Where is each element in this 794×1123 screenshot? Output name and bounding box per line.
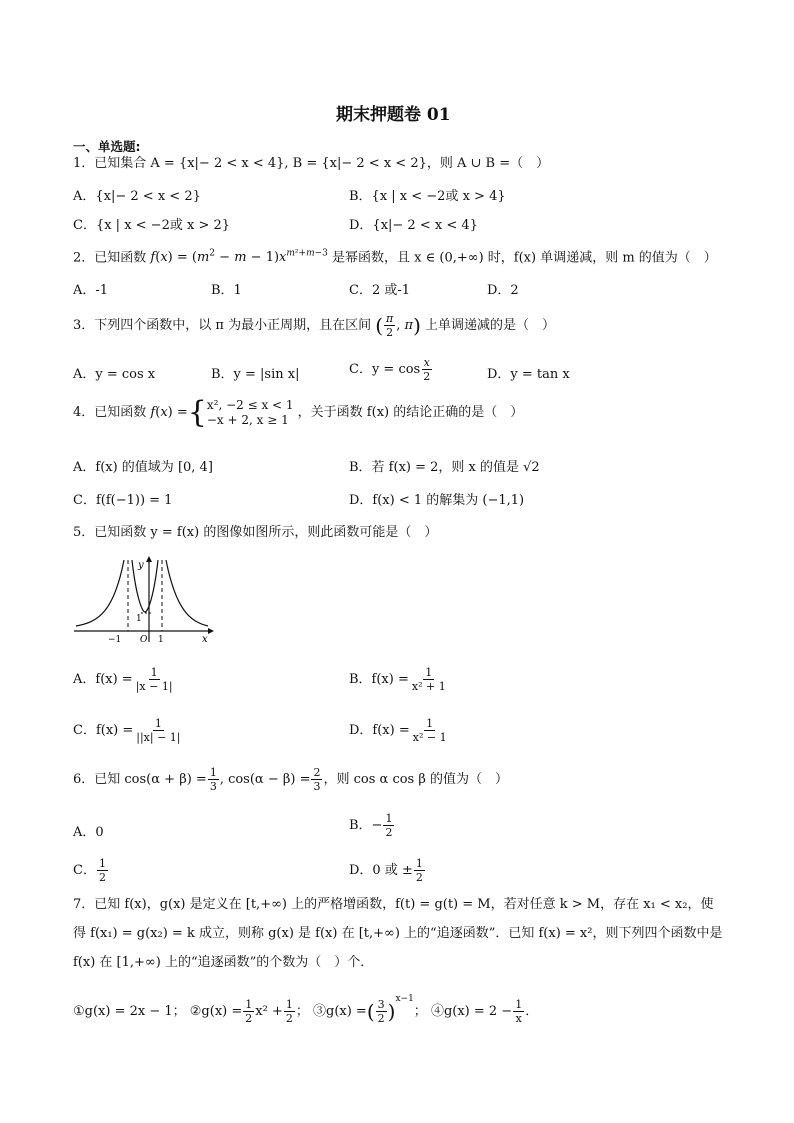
q7-option-2-frac-b: $\frac{1}{2}$	[285, 998, 293, 1025]
q7-option-1: ①g(x) = 2x − 1；	[73, 1004, 186, 1019]
q7-option-3-label: ③g(x) =	[313, 1004, 367, 1019]
q7-option-3-frac: $\frac{3}{2}$	[377, 998, 385, 1025]
curve-middle	[132, 560, 158, 612]
section-heading: 一、单选题:	[73, 139, 141, 154]
q1-option-c: C．{x | x < −2或 x > 2}	[73, 218, 231, 233]
q7-line-3: f(x) 在 [1,+∞) 上的“追逐函数”的个数为（ ）个．	[73, 955, 374, 970]
q5-option-a-label: A．f(x) =	[73, 672, 133, 687]
q6-frac-2: $\frac{2}{3}$	[313, 766, 321, 793]
q5-graph	[74, 556, 214, 644]
q4-option-b: B．若 f(x) = 2，则 x 的值是 √2	[349, 460, 540, 475]
q7-option-2-mid: x² +	[255, 1004, 283, 1019]
q5-option-c	[73, 717, 184, 744]
q5-option-c-label: C．f(x) =	[73, 723, 134, 738]
q6-option-a: A．0	[73, 825, 104, 840]
q2-option-b: B．1	[211, 283, 242, 298]
q7-line-2: 得 f(x₁) = g(x₂) = k 成立，则称 g(x) 是 f(x) 在 [t,+∞) 上的“追逐函数”．已知 f(x) = x²，则下列四个函数中是	[73, 926, 723, 941]
q3-interval-end: , π	[396, 318, 414, 333]
graph-origin-label: O	[140, 635, 148, 644]
q6-stem-c: ，则 cos α cos β 的值为（ ）	[323, 772, 508, 787]
q7-option-2-frac-a: $\frac{1}{2}$	[245, 998, 253, 1025]
q5-option-d-label: D．f(x) =	[349, 723, 410, 738]
q4-stem-b: ，关于函数 f(x) 的结论正确的是（ ）	[297, 405, 524, 420]
q5-option-a	[73, 666, 176, 693]
q6-option-d	[349, 857, 426, 884]
q4-cases	[207, 398, 294, 428]
q4-case-2: −x + 2, x ≥ 1	[206, 413, 289, 427]
q4-option-c: C．f(f(−1)) = 1	[73, 493, 173, 508]
q3-stem-a: 3．下列四个函数中，以 π 为最小正周期，且在区间	[73, 318, 372, 333]
q3-interval: (	[375, 313, 384, 338]
q3-stem-b: 上单调递减的是（ ）	[425, 318, 556, 333]
graph-one-y-label: 1	[136, 614, 142, 624]
q5-stem: 5．已知函数 y = f(x) 的图像如图所示，则此函数可能是（ ）	[73, 525, 438, 540]
q4-brace: {	[187, 395, 207, 430]
q3-pi-half: $\frac{\pi}{2}$	[386, 312, 394, 339]
q2-option-a: A．-1	[73, 283, 109, 298]
q7-option-4-label: ④g(x) = 2 −	[430, 1004, 513, 1019]
q5-option-b-label: B．f(x) =	[349, 672, 409, 687]
q6-stem-a: 6．已知 cos(α + β) =	[73, 772, 207, 787]
q6-option-d-fraction: $\frac{1}{2}$	[415, 857, 423, 884]
q6-option-b	[349, 812, 395, 839]
q5-option-c-fraction: $\frac{1}{||x| - 1|}$	[136, 717, 181, 744]
q6-option-b-fraction: $\frac{1}{2}$	[385, 812, 393, 839]
graph-x-label: x	[202, 634, 208, 644]
q7-option-4-end: ．	[525, 1004, 539, 1019]
q5-option-d	[349, 717, 450, 744]
q4-stem: 4．已知函数 f(x) ={ x², −2 ≤ x < 1 −x + 2, x ≥ 1 ，关于函数 f(x) 的结论正确的是（ ）	[73, 395, 524, 430]
q3-option-c	[349, 356, 433, 383]
q6-stem	[73, 766, 508, 793]
q1-option-a: A．{x|− 2 < x < 2}	[73, 189, 201, 204]
q1-option-b: B．{x | x < −2或 x > 4}	[349, 189, 506, 204]
q2-power-function: $f(x) = (m^2 - m - 1)x^{m^2+m-3}$	[150, 249, 328, 266]
q2-stem-a: 2．已知函数	[73, 250, 147, 266]
q3-stem: 3．下列四个函数中，以 π 为最小正周期，且在区间 ( $\frac{\pi}{2}$ , π) 上单调递减的是（ ）	[73, 312, 556, 339]
q7-option-2-label: ②g(x) =	[189, 1004, 243, 1019]
q6-option-c-label: C．	[73, 863, 96, 878]
q2-stem-b: 是幂函数，且 x ∈ (0,+∞) 时，f(x) 单调递减，则 m 的值为（ ）	[332, 250, 717, 266]
q2-option-d: D．2	[487, 283, 519, 298]
q7-option-3-end: ；	[413, 1004, 427, 1019]
q1-option-d: D．{x|− 2 < x < 4}	[349, 218, 478, 233]
q7-option-4-frac: $\frac{1}{x}$	[515, 998, 523, 1025]
q4-option-a: A．f(x) 的值域为 [0, 4]	[73, 460, 213, 475]
q6-option-c-fraction: $\frac{1}{2}$	[98, 857, 106, 884]
q4-stem-a: 4．已知函数	[73, 405, 147, 420]
q3-option-c-fraction: $\frac{x}{2}$	[423, 356, 431, 383]
curve-right	[166, 560, 208, 626]
q2-stem	[73, 245, 717, 267]
q7-line-1: 7．已知 f(x)，g(x) 是定义在 [t,+∞) 上的严格增函数，f(t) = g(t) = M，若对任意 k > M，存在 x₁ < x₂，使	[73, 897, 714, 912]
q7-option-2-end: ；	[295, 1004, 309, 1019]
q5-option-d-fraction: $\frac{1}{\text{x² − 1}}$	[412, 717, 447, 744]
q5-option-a-fraction: $\frac{1}{|x - 1|}$	[135, 666, 173, 693]
page-title: 期末押题卷 01	[336, 105, 451, 125]
q6-option-b-label: B．−	[349, 818, 383, 833]
q3-option-c-label: C．y = cos	[349, 362, 421, 377]
q2-option-c: C．2 或-1	[349, 283, 411, 298]
q3-option-d: D．y = tan x	[487, 367, 570, 382]
q6-stem-b: , cos(α − β) =	[219, 772, 311, 787]
graph-pos1-label: 1	[158, 635, 164, 644]
q1-stem: 1．已知集合 A = {x|− 2 < x < 4}, B = {x|− 2 < x < 2}，则 A ∪ B =（ ）	[73, 156, 550, 171]
q4-option-d: D．f(x) < 1 的解集为 (−1,1)	[349, 493, 525, 508]
q3-option-a: A．y = cos x	[73, 367, 156, 382]
q6-option-d-label: D．0 或 ±	[349, 863, 413, 878]
graph-y-label: y	[138, 560, 144, 571]
curve-left	[76, 560, 124, 626]
q5-option-b	[349, 666, 449, 693]
q6-frac-1: $\frac{1}{3}$	[209, 766, 217, 793]
q4-case-1: x², −2 ≤ x < 1	[206, 398, 294, 412]
graph-neg1-label: −1	[108, 635, 122, 644]
q7-option-3-exponent: x−1	[395, 994, 414, 1004]
q3-option-b: B．y = |sin x|	[211, 367, 300, 382]
q7-options: ①g(x) = 2x − 1； ②g(x) = $\frac{1}{2}$ x² + $\frac{1}{2}$ ； ③g(x) =( $\frac{3}{2}$ )$^{x-1}$； ④g(x) = 2 − $\frac{1}{x}$ ．	[73, 994, 539, 1025]
q5-option-b-fraction: $\frac{1}{\text{x² + 1}}$	[411, 666, 446, 693]
q6-option-c	[73, 857, 109, 884]
